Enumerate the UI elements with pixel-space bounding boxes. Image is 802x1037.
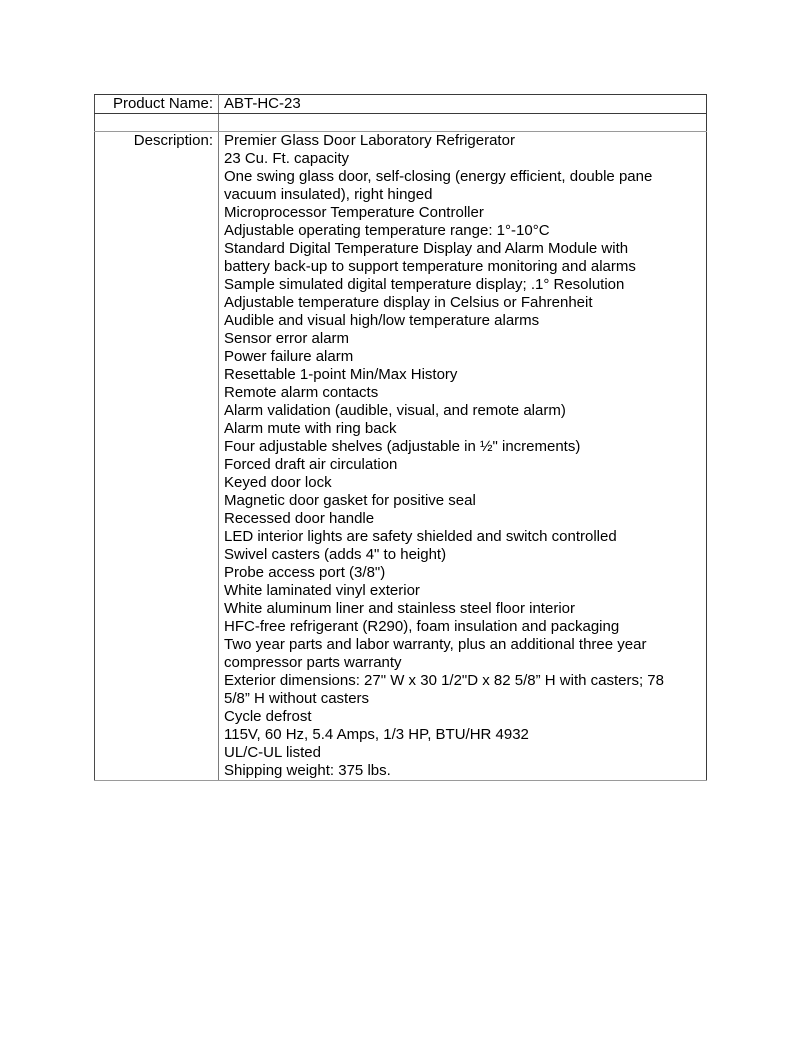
- description-line: Cycle defrost: [224, 708, 312, 725]
- blank-row: [95, 114, 707, 132]
- description-line: Four adjustable shelves (adjustable in ½" increments): [224, 438, 581, 455]
- description-line: Power failure alarm: [224, 348, 354, 365]
- description-row: [95, 132, 707, 781]
- description-line: 5/8” H without casters: [224, 690, 370, 707]
- description-line: Adjustable operating temperature range: 1°-10°C: [224, 222, 550, 239]
- description-line: White aluminum liner and stainless steel floor interior: [224, 600, 575, 617]
- product-spec-table: [94, 94, 707, 781]
- description-line: White laminated vinyl exterior: [224, 582, 420, 599]
- description-line: 115V, 60 Hz, 5.4 Amps, 1/3 HP, BTU/HR 4932: [224, 726, 529, 743]
- blank-label-cell: [95, 114, 219, 132]
- description-line: vacuum insulated), right hinged: [224, 186, 433, 203]
- description-line: Remote alarm contacts: [224, 384, 379, 401]
- description-line: Recessed door handle: [224, 510, 375, 527]
- description-line: Alarm mute with ring back: [224, 420, 397, 437]
- description-line: Adjustable temperature display in Celsius or Fahrenheit: [224, 294, 593, 311]
- description-line: Resettable 1-point Min/Max History: [224, 366, 458, 383]
- description-line: Sensor error alarm: [224, 330, 350, 347]
- description-line: Premier Glass Door Laboratory Refrigerator: [224, 132, 515, 149]
- description-line: Swivel casters (adds 4" to height): [224, 546, 447, 563]
- product-name-label: Product Name:: [95, 95, 219, 114]
- product-name-value: ABT-HC-23: [219, 95, 707, 114]
- description-line: Magnetic door gasket for positive seal: [224, 492, 476, 509]
- description-line: Audible and visual high/low temperature alarms: [224, 312, 540, 329]
- description-line: Keyed door lock: [224, 474, 332, 491]
- description-line: battery back-up to support temperature monitoring and alarms: [224, 258, 636, 275]
- description-label: Description:: [95, 132, 219, 781]
- description-line: Exterior dimensions: 27" W x 30 1/2"D x 82 5/8” H with casters; 78: [224, 672, 664, 689]
- description-value: [219, 132, 707, 781]
- description-line: Alarm validation (audible, visual, and remote alarm): [224, 402, 566, 419]
- blank-value-cell: [219, 114, 707, 132]
- description-line: Standard Digital Temperature Display and Alarm Module with: [224, 240, 629, 257]
- description-line: Two year parts and labor warranty, plus an additional three year: [224, 636, 647, 653]
- description-line: Probe access port (3/8"): [224, 564, 386, 581]
- description-line: Sample simulated digital temperature display; .1° Resolution: [224, 276, 625, 293]
- description-line: HFC-free refrigerant (R290), foam insulation and packaging: [224, 618, 620, 635]
- description-line: Forced draft air circulation: [224, 456, 398, 473]
- description-line: LED interior lights are safety shielded and switch controlled: [224, 528, 617, 545]
- description-line: 23 Cu. Ft. capacity: [224, 150, 350, 167]
- description-line: Shipping weight: 375 lbs.: [224, 762, 391, 779]
- product-name-row: [95, 95, 707, 114]
- description-line: compressor parts warranty: [224, 654, 402, 671]
- description-line: UL/C-UL listed: [224, 744, 321, 761]
- description-line: Microprocessor Temperature Controller: [224, 204, 484, 221]
- description-line: One swing glass door, self-closing (energy efficient, double pane: [224, 168, 653, 185]
